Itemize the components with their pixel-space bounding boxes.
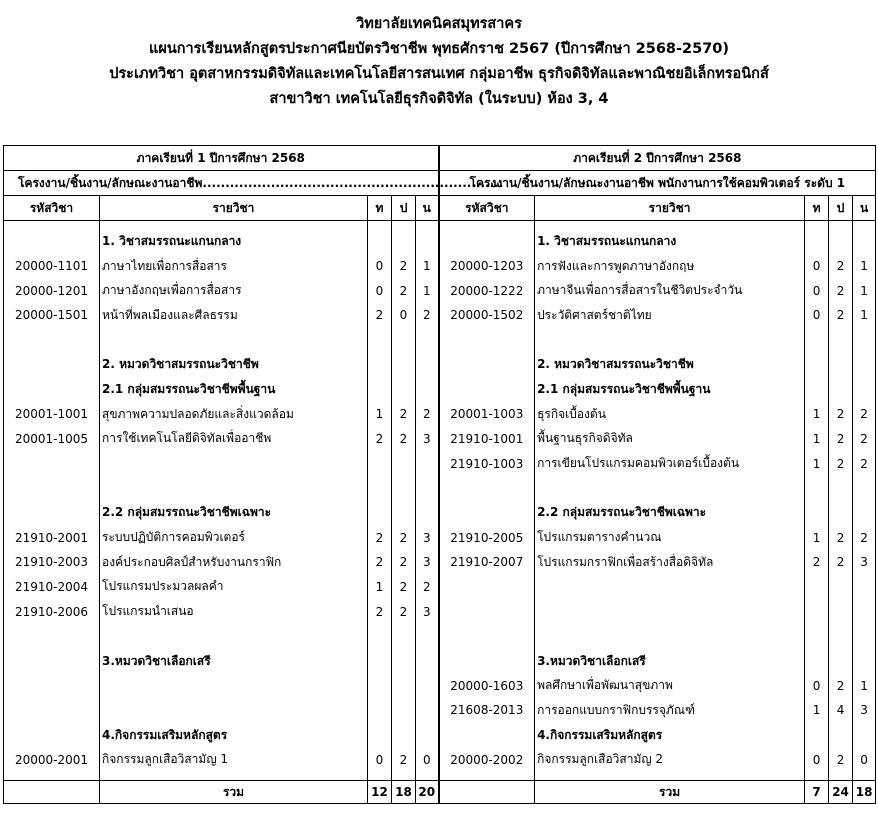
theory-hours: 0 [368, 747, 392, 772]
theory-hours [368, 673, 392, 698]
course-name [100, 698, 368, 723]
credits: 3 [416, 599, 439, 624]
credits: 3 [416, 427, 439, 452]
course-row [4, 278, 876, 303]
course-name: กิจกรรมลูกเสือวิสามัญ 1 [100, 747, 368, 772]
practice-hours: 0 [392, 303, 416, 328]
practice-hours [829, 501, 853, 526]
theory-hours [368, 698, 392, 723]
course-row [4, 624, 876, 649]
code-header: รหัสวิชา [4, 196, 100, 221]
practice-hours: 2 [829, 747, 853, 772]
theory-hours [368, 501, 392, 526]
practice-hours [392, 476, 416, 501]
course-row [4, 377, 876, 402]
course-code: 20000-1101 [4, 254, 100, 279]
credits [853, 501, 876, 526]
practice-hours [392, 673, 416, 698]
spacer-row [4, 772, 876, 781]
theory-hours: 0 [805, 673, 829, 698]
credits [416, 501, 439, 526]
course-code [4, 328, 100, 353]
practice-hours: 2 [829, 254, 853, 279]
course-code [4, 451, 100, 476]
spacer-row [4, 221, 876, 230]
credits [416, 229, 439, 254]
course-name: ภาษาจีนเพื่อการสื่อสารในชีวิตประจำวัน [535, 278, 805, 303]
column-header-row [4, 196, 876, 221]
course-code [439, 476, 535, 501]
course-name: หน้าที่พลเมืองและศีลธรรม [100, 303, 368, 328]
credits [416, 649, 439, 674]
program-type: ประเภทวิชา อุตสาหกรรมดิจิทัลและเทคโนโลยีสารสนเทศ กลุ่มอาชีพ ธุรกิจดิจิทัลและพาณิชยอิเล็กทรอนิกส์ [109, 66, 769, 82]
total-practice: 18 [392, 781, 416, 804]
course-code: 21608-2013 [439, 698, 535, 723]
credits [416, 723, 439, 748]
course-row [4, 451, 876, 476]
theory-hours [368, 229, 392, 254]
course-name: พื้นฐานธุรกิจดิจิทัล [535, 427, 805, 452]
course-name: 2. หมวดวิชาสมรรถนะวิชาชีพ [100, 352, 368, 377]
course-code [4, 698, 100, 723]
course-name: การออกแบบกราฟิกบรรจุภัณฑ์ [535, 698, 805, 723]
course-name: โปรแกรมกราฟิกเพื่อสร้างสื่อดิจิทัล [535, 550, 805, 575]
course-name [535, 624, 805, 649]
credits [416, 352, 439, 377]
practice-hours: 2 [829, 427, 853, 452]
course-code [439, 229, 535, 254]
theory-hours: 1 [805, 402, 829, 427]
practice-hours: 2 [392, 747, 416, 772]
course-row [4, 402, 876, 427]
theory-hours [368, 377, 392, 402]
theory-hours [805, 723, 829, 748]
course-name: 4.กิจกรรมเสริมหลักสูตร [535, 723, 805, 748]
practice-hours [392, 624, 416, 649]
college-name: วิทยาลัยเทคนิคสมุทรสาคร [356, 16, 522, 32]
course-name: ระบบปฏิบัติการคอมพิวเตอร์ [100, 525, 368, 550]
credits [853, 624, 876, 649]
name-header: รายวิชา [535, 196, 805, 221]
practice-hours [829, 624, 853, 649]
practice-hours [392, 328, 416, 353]
credits [853, 229, 876, 254]
course-row [4, 328, 876, 353]
total-theory: 7 [805, 781, 829, 804]
course-name: 2. หมวดวิชาสมรรถนะวิชาชีพ [535, 352, 805, 377]
theory-hours [368, 723, 392, 748]
practice-hours: 2 [392, 402, 416, 427]
theory-hours [805, 476, 829, 501]
credits [416, 673, 439, 698]
theory-hours: 2 [368, 550, 392, 575]
course-name: องค์ประกอบศิลป์สำหรับงานกราฟิก [100, 550, 368, 575]
theory-hours [368, 352, 392, 377]
practice-hours [829, 723, 853, 748]
course-code: 21910-2001 [4, 525, 100, 550]
credits: 2 [853, 427, 876, 452]
course-row [4, 525, 876, 550]
course-rows [4, 229, 876, 772]
theory-hours: 2 [368, 599, 392, 624]
practice-hours [392, 723, 416, 748]
theory-hours [368, 649, 392, 674]
practice-hours: 2 [829, 402, 853, 427]
course-code: 20000-1222 [439, 278, 535, 303]
course-code [439, 328, 535, 353]
course-name: ธุรกิจเบื้องต้น [535, 402, 805, 427]
course-name: การเขียนโปรแกรมคอมพิวเตอร์เบื้องต้น [535, 451, 805, 476]
practice-header: ป [392, 196, 416, 221]
credits: 3 [416, 525, 439, 550]
course-code: 21910-2003 [4, 550, 100, 575]
occupation-row [4, 171, 876, 196]
course-code: 20001-1001 [4, 402, 100, 427]
credits [853, 575, 876, 600]
course-code: 21910-2007 [439, 550, 535, 575]
course-name: 3.หมวดวิชาเลือกเสรี [100, 649, 368, 674]
course-code: 20001-1005 [4, 427, 100, 452]
credits: 0 [416, 747, 439, 772]
total-practice: 24 [829, 781, 853, 804]
course-row [4, 550, 876, 575]
course-code: 21910-1001 [439, 427, 535, 452]
credits: 2 [853, 525, 876, 550]
credits: 3 [853, 698, 876, 723]
credits: 1 [853, 254, 876, 279]
course-name [100, 624, 368, 649]
course-name [535, 476, 805, 501]
total-label: รวม [100, 781, 368, 804]
theory-hours: 2 [368, 427, 392, 452]
course-row [4, 599, 876, 624]
practice-hours: 2 [829, 303, 853, 328]
credits [853, 723, 876, 748]
course-code [439, 723, 535, 748]
course-row [4, 673, 876, 698]
course-row [4, 352, 876, 377]
course-code: 21910-2004 [4, 575, 100, 600]
theory-hours [805, 624, 829, 649]
theory-header: ท [368, 196, 392, 221]
credits: 1 [416, 278, 439, 303]
course-code [4, 352, 100, 377]
practice-hours [392, 352, 416, 377]
theory-hours: 2 [805, 550, 829, 575]
course-code: 20000-2001 [4, 747, 100, 772]
theory-hours [368, 328, 392, 353]
course-code [4, 229, 100, 254]
course-row [4, 476, 876, 501]
course-name: 2.1 กลุ่มสมรรถนะวิชาชีพพื้นฐาน [535, 377, 805, 402]
semester-1-occupation: โครงงาน/ชิ้นงาน/ลักษณะงานอาชีพ.................................................................. [4, 171, 439, 196]
credits: 2 [416, 402, 439, 427]
semester-title-row [4, 146, 876, 171]
course-name [100, 673, 368, 698]
course-code: 20000-1201 [4, 278, 100, 303]
theory-hours: 2 [368, 525, 392, 550]
course-code: 21910-2006 [4, 599, 100, 624]
theory-hours: 0 [805, 278, 829, 303]
document-header [0, 12, 878, 112]
course-name [535, 328, 805, 353]
study-plan-table [3, 145, 876, 804]
theory-hours [805, 501, 829, 526]
semester-2-title: ภาคเรียนที่ 2 ปีการศึกษา 2568 [439, 146, 876, 171]
credits: 1 [853, 673, 876, 698]
practice-hours [829, 352, 853, 377]
theory-hours: 0 [805, 303, 829, 328]
credits [416, 476, 439, 501]
theory-hours: 0 [368, 278, 392, 303]
course-name: ภาษาไทยเพื่อการสื่อสาร [100, 254, 368, 279]
course-code [439, 624, 535, 649]
course-name [535, 599, 805, 624]
theory-hours [805, 599, 829, 624]
curriculum-title: แผนการเรียนหลักสูตรประกาศนียบัตรวิชาชีพ พุทธศักราช 2567 (ปีการศึกษา 2568-2570) [149, 41, 729, 57]
practice-hours: 2 [829, 451, 853, 476]
course-code: 20000-1502 [439, 303, 535, 328]
practice-hours: 2 [829, 525, 853, 550]
credits [416, 624, 439, 649]
credit-header: น [853, 196, 876, 221]
theory-hours: 1 [805, 525, 829, 550]
theory-hours: 0 [805, 254, 829, 279]
course-name: โปรแกรมประมวลผลคำ [100, 575, 368, 600]
course-name: สุขภาพความปลอดภัยและสิ่งแวดล้อม [100, 402, 368, 427]
course-name: 2.1 กลุ่มสมรรถนะวิชาชีพพื้นฐาน [100, 377, 368, 402]
practice-hours: 2 [392, 278, 416, 303]
practice-hours [829, 575, 853, 600]
course-code [439, 599, 535, 624]
credits: 1 [853, 303, 876, 328]
theory-header: ท [805, 196, 829, 221]
course-name: 1. วิชาสมรรถนะแกนกลาง [100, 229, 368, 254]
course-name: พลศึกษาเพื่อพัฒนาสุขภาพ [535, 673, 805, 698]
credits [853, 352, 876, 377]
theory-hours: 1 [805, 698, 829, 723]
credits [416, 377, 439, 402]
practice-hours [829, 229, 853, 254]
credits: 2 [416, 303, 439, 328]
theory-hours: 1 [368, 575, 392, 600]
course-code: 20000-2002 [439, 747, 535, 772]
practice-hours: 2 [829, 673, 853, 698]
credits [416, 328, 439, 353]
course-row [4, 698, 876, 723]
theory-hours [805, 328, 829, 353]
course-code [439, 575, 535, 600]
course-name [100, 451, 368, 476]
practice-hours: 2 [392, 599, 416, 624]
credits [416, 451, 439, 476]
course-name: ประวัติศาสตร์ชาติไทย [535, 303, 805, 328]
theory-hours [368, 624, 392, 649]
course-name: 1. วิชาสมรรถนะแกนกลาง [535, 229, 805, 254]
course-code [439, 649, 535, 674]
practice-hours: 2 [392, 575, 416, 600]
course-row [4, 254, 876, 279]
course-row [4, 229, 876, 254]
course-name: การฟังและการพูดภาษาอังกฤษ [535, 254, 805, 279]
course-code [4, 649, 100, 674]
course-row [4, 427, 876, 452]
credits: 2 [416, 575, 439, 600]
practice-hours: 4 [829, 698, 853, 723]
practice-hours [392, 229, 416, 254]
practice-hours: 2 [392, 525, 416, 550]
theory-hours [368, 451, 392, 476]
credits [853, 377, 876, 402]
course-code [4, 377, 100, 402]
theory-hours [805, 352, 829, 377]
course-code: 20000-1203 [439, 254, 535, 279]
credits [853, 476, 876, 501]
practice-hours: 2 [392, 254, 416, 279]
theory-hours: 0 [368, 254, 392, 279]
code-header: รหัสวิชา [439, 196, 535, 221]
course-name: การใช้เทคโนโลยีดิจิทัลเพื่ออาชีพ [100, 427, 368, 452]
course-name [100, 476, 368, 501]
theory-hours: 1 [805, 451, 829, 476]
totals-row [4, 781, 876, 804]
practice-hours [392, 377, 416, 402]
semester-1-title: ภาคเรียนที่ 1 ปีการศึกษา 2568 [4, 146, 439, 171]
course-code [4, 624, 100, 649]
course-code: 21910-1003 [439, 451, 535, 476]
practice-hours [392, 649, 416, 674]
total-label: รวม [535, 781, 805, 804]
credits [853, 599, 876, 624]
practice-hours [829, 649, 853, 674]
course-name: ภาษาอังกฤษเพื่อการสื่อสาร [100, 278, 368, 303]
credits [853, 649, 876, 674]
course-row [4, 303, 876, 328]
credits: 2 [853, 402, 876, 427]
credits [416, 698, 439, 723]
theory-hours [805, 575, 829, 600]
course-code: 20001-1003 [439, 402, 535, 427]
practice-hours [392, 501, 416, 526]
credits: 1 [853, 278, 876, 303]
course-row [4, 501, 876, 526]
course-code [4, 723, 100, 748]
course-name: 2.2 กลุ่มสมรรถนะวิชาชีพเฉพาะ [535, 501, 805, 526]
total-credit: 20 [416, 781, 439, 804]
course-name: 3.หมวดวิชาเลือกเสรี [535, 649, 805, 674]
total-credit: 18 [853, 781, 876, 804]
total-theory: 12 [368, 781, 392, 804]
credit-header: น [416, 196, 439, 221]
course-code [439, 501, 535, 526]
practice-hours: 2 [829, 550, 853, 575]
course-name: โปรแกรมนำเสนอ [100, 599, 368, 624]
course-code [439, 352, 535, 377]
theory-hours: 0 [805, 747, 829, 772]
credits: 0 [853, 747, 876, 772]
course-code [4, 673, 100, 698]
credits: 3 [853, 550, 876, 575]
course-name [100, 328, 368, 353]
practice-hours [829, 476, 853, 501]
semester-2-occupation: โครงงาน/ชิ้นงาน/ลักษณะงานอาชีพ พนักงานการใช้คอมพิวเตอร์ ระดับ 1 [439, 171, 876, 196]
course-name [535, 575, 805, 600]
course-name: กิจกรรมลูกเสือวิสามัญ 2 [535, 747, 805, 772]
credits: 2 [853, 451, 876, 476]
course-row [4, 747, 876, 772]
theory-hours [805, 649, 829, 674]
theory-hours: 1 [368, 402, 392, 427]
course-name: 4.กิจกรรมเสริมหลักสูตร [100, 723, 368, 748]
practice-hours [829, 328, 853, 353]
course-name: โปรแกรมตารางคำนวณ [535, 525, 805, 550]
name-header: รายวิชา [100, 196, 368, 221]
credits: 3 [416, 550, 439, 575]
practice-header: ป [829, 196, 853, 221]
practice-hours: 2 [829, 278, 853, 303]
practice-hours: 2 [392, 427, 416, 452]
theory-hours: 2 [368, 303, 392, 328]
credits [853, 328, 876, 353]
course-code [4, 476, 100, 501]
course-row [4, 575, 876, 600]
course-code: 21910-2005 [439, 525, 535, 550]
course-row [4, 723, 876, 748]
practice-hours [392, 451, 416, 476]
practice-hours [829, 599, 853, 624]
course-code: 20000-1501 [4, 303, 100, 328]
practice-hours: 2 [392, 550, 416, 575]
major-name: สาขาวิชา เทคโนโลยีธุรกิจดิจิทัล (ในระบบ) ห้อง 3, 4 [269, 91, 609, 107]
theory-hours [805, 229, 829, 254]
course-name: 2.2 กลุ่มสมรรถนะวิชาชีพเฉพาะ [100, 501, 368, 526]
theory-hours [805, 377, 829, 402]
course-code [4, 501, 100, 526]
practice-hours [392, 698, 416, 723]
theory-hours [368, 476, 392, 501]
course-code: 20000-1603 [439, 673, 535, 698]
course-code [439, 377, 535, 402]
theory-hours: 1 [805, 427, 829, 452]
course-row [4, 649, 876, 674]
credits: 1 [416, 254, 439, 279]
practice-hours [829, 377, 853, 402]
